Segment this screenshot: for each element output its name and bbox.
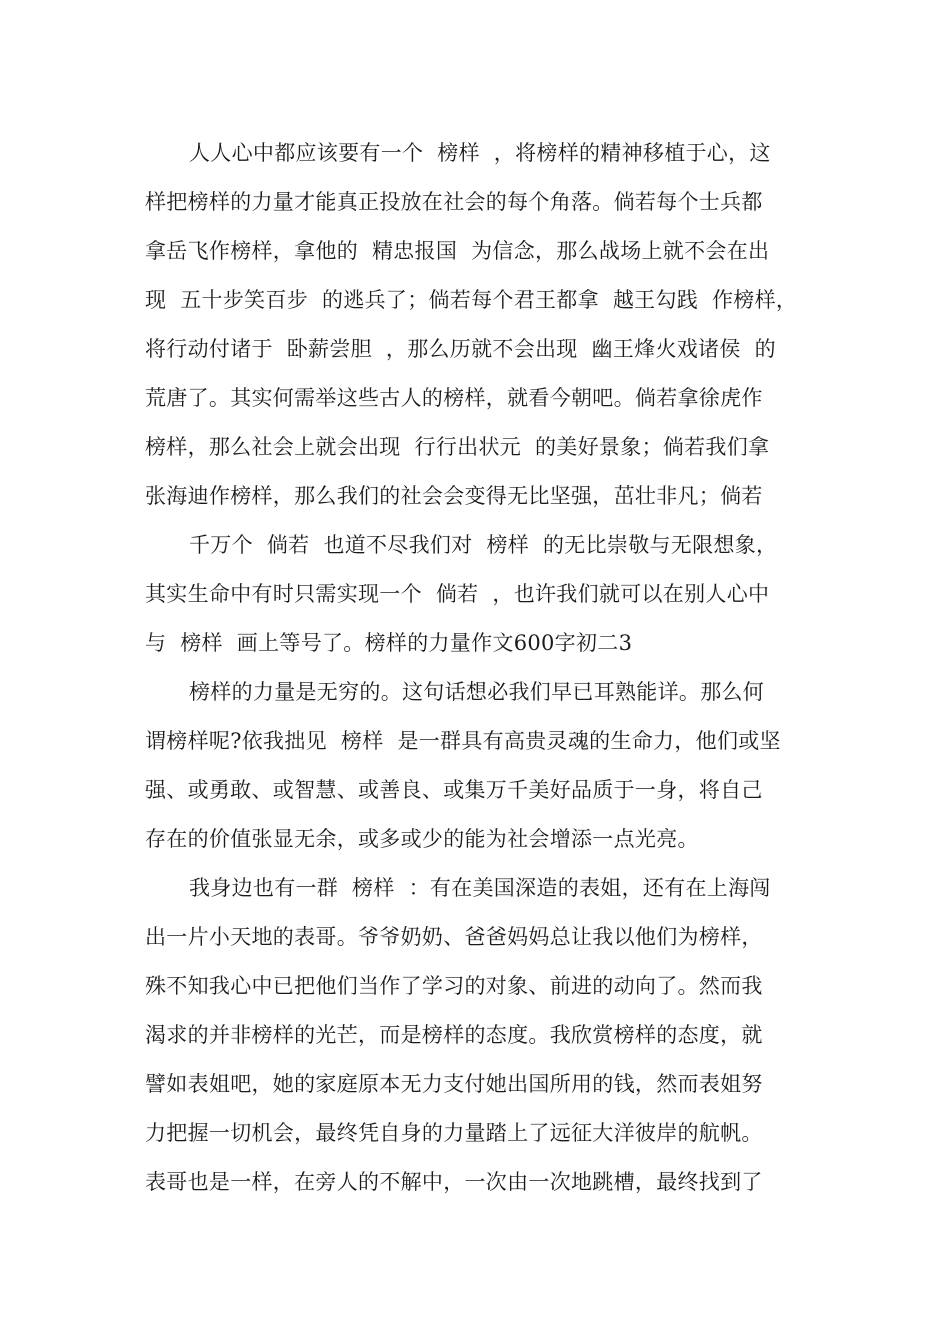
text-line: 出一片小天地的表哥。爷爷奶奶、爸爸妈妈总让我以他们为榜样， [145,925,763,949]
text-line: 譬如表姐吧，她的家庭原本无力支付她出国所用的钱，然而表姐努 [145,1072,763,1096]
text-line: 我身边也有一群 榜样 ：有在美国深造的表姐，还有在上海闯 [189,876,771,900]
text-line: 殊不知我心中已把他们当作了学习的对象、前进的动向了。然而我 [145,974,763,998]
text-line: 谓榜样呢?依我拙见 榜样 是一群具有高贵灵魂的生命力，他们或坚 [145,729,781,753]
text-line: 存在的价值张显无余，或多或少的能为社会增添一点光亮。 [145,827,699,851]
essay-body [145,129,825,1207]
paragraph-2 [145,521,825,668]
text-line: 千万个 倘若 也道不尽我们对 榜样 的无比崇敬与无限想象， [189,533,778,557]
text-line: 榜样的力量是无穷的。这句话想必我们早已耳熟能详。那么何 [189,680,765,704]
text-line: 样把榜样的力量才能真正投放在社会的每个角落。倘若每个士兵都 [145,190,763,214]
text-line: 表哥也是一样，在旁人的不解中，一次由一次地跳槽，最终找到了 [145,1170,763,1194]
paragraph-1 [145,129,825,521]
text-line: 现 五十步笑百步 的逃兵了；倘若每个君王都拿 越王勾践 作榜样， [145,288,798,312]
text-line: 与 榜样 画上等号了。榜样的力量作文600字初二3 [145,631,633,655]
text-line: 强、或勇敢、或智慧、或善良、或集万千美好品质于一身，将自己 [145,778,763,802]
text-line: 荒唐了。其实何需举这些古人的榜样，就看今朝吧。倘若拿徐虎作 [145,386,763,410]
text-line: 其实生命中有时只需实现一个 倘若 ，也许我们就可以在别人心中 [145,582,770,606]
text-line: 力把握一切机会，最终凭自身的力量踏上了远征大洋彼岸的航帆。 [145,1121,763,1145]
text-line: 拿岳飞作榜样，拿他的 精忠报国 为信念，那么战场上就不会在出 [145,239,770,263]
text-line: 张海迪作榜样，那么我们的社会会变得无比坚强，茁壮非凡；倘若 [145,484,763,508]
text-line: 将行动付诸于 卧薪尝胆 ，那么历就不会出现 幽王烽火戏诸侯 的 [145,337,776,361]
paragraph-3 [145,668,825,864]
paragraph-4 [145,864,825,1207]
text-line: 人人心中都应该要有一个 榜样 ，将榜样的精神移植于心，这 [189,141,771,165]
text-line: 榜样，那么社会上就会出现 行行出状元 的美好景象；倘若我们拿 [145,435,770,459]
text-line: 渴求的并非榜样的光芒，而是榜样的态度。我欣赏榜样的态度，就 [145,1023,763,1047]
